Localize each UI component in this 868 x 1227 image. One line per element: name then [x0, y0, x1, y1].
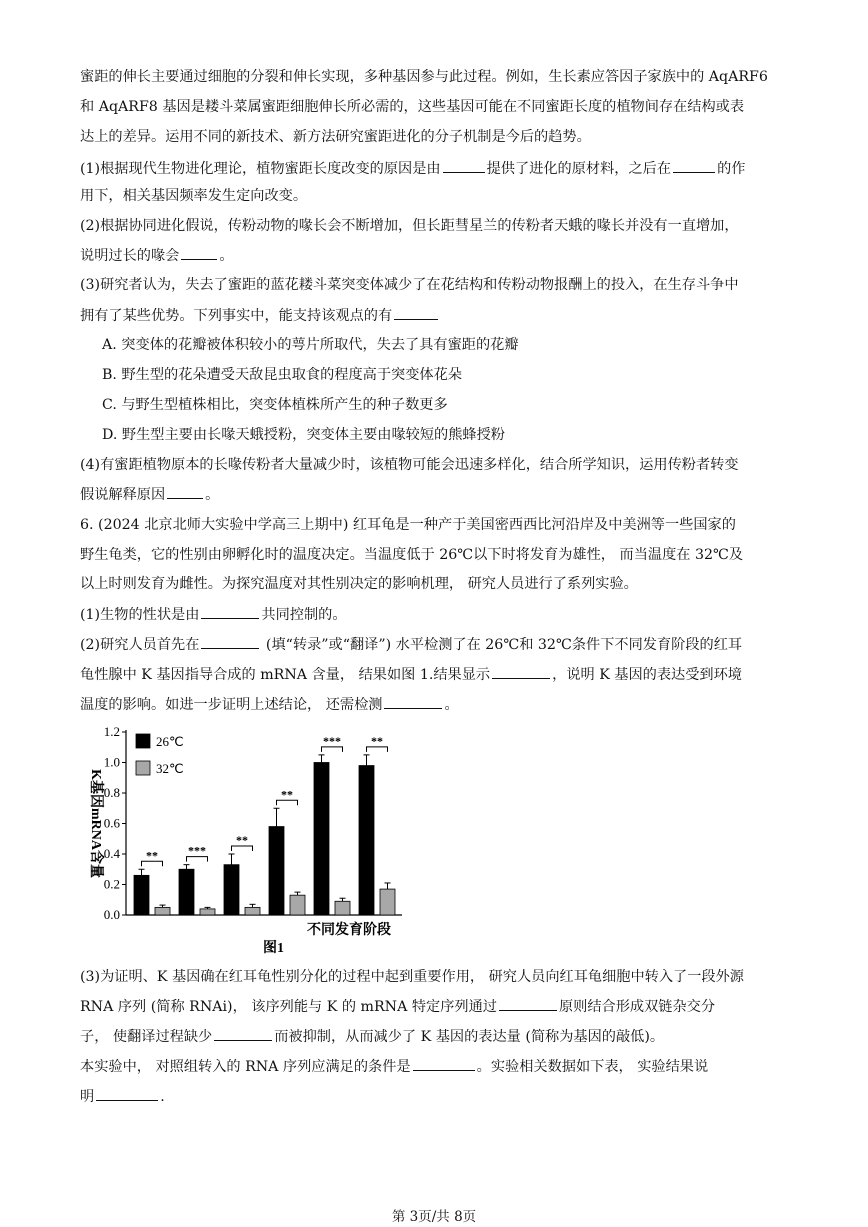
bar-32c [380, 889, 395, 915]
question-2-line-1: (2)根据协同进化假说，传粉动物的喙长会不断增加，但长距彗星兰的传粉者天蛾的喙长并没有一直增加， [80, 218, 739, 234]
bar-32c [155, 907, 170, 915]
significance-label: ** [146, 848, 158, 863]
question-6-sub-3-line-1: (3)为证明、K 基因确在红耳龟性别分化的过程中起到重要作用， 研究人员向红耳龟细胞中转入了一段外源 [80, 969, 744, 985]
y-axis-label: K基因mRNA含量 [88, 769, 103, 878]
bar-32c [335, 901, 350, 915]
question-1-line-1: (1)根据现代生物进化理论，植物蜜距长度改变的原因是由 提供了进化的原材料，之后在 的作 [80, 158, 745, 179]
option-a[interactable]: A. 突变体的花瓣被体积较小的萼片所取代，失去了具有蜜距的花瓣 [102, 337, 519, 353]
bar-32c [245, 907, 260, 915]
figure-1-bar-chart [80, 722, 410, 960]
question-6-sub-2-line-3: 温度的影响。如进一步证明上述结论， 还需检测 。 [80, 694, 459, 715]
y-tick-label: 0.2 [103, 876, 120, 892]
question-1-line-2: 用下，相关基因频率发生定向改变。 [80, 188, 308, 204]
significance-label: ** [371, 733, 383, 748]
y-tick-label: 0.0 [103, 907, 120, 922]
question-6-sub-3-line-5: 明 . [80, 1086, 165, 1107]
x-axis-label: 不同发育阶段 [307, 923, 391, 938]
significance-label: *** [323, 733, 341, 748]
question-2-line-2: 说明过长的喙会 。 [80, 245, 234, 266]
legend-swatch-32c [136, 761, 150, 775]
significance-label: ** [281, 787, 293, 802]
question-3-line-1: (3)研究者认为，失去了蜜距的蓝花耧斗菜突变体减少了在花结构和传粉动物报酬上的投入，在生存斗争中 [80, 277, 739, 293]
legend-swatch-26c [136, 734, 150, 748]
figure-label: 图1 [263, 941, 284, 956]
answer-blank[interactable] [443, 158, 485, 173]
bar-26c [224, 865, 239, 915]
bar-26c [134, 875, 149, 915]
question-6-sub-3-line-2: RNA 序列 (简称 RNAi)， 该序列能与 K 的 mRNA 特定序列通过 原则结合形成双链杂交分 [80, 996, 715, 1017]
answer-blank[interactable] [181, 245, 217, 260]
bar-26c [179, 869, 194, 915]
answer-blank[interactable] [167, 484, 203, 499]
answer-blank[interactable] [499, 996, 557, 1011]
paragraph-line-1: 蜜距的伸长主要通过细胞的分裂和伸长实现，多种基因参与此过程。例如，生长素应答因子家族中的 AqARF6 [80, 69, 768, 85]
answer-blank[interactable] [201, 634, 259, 649]
bar-26c [314, 763, 329, 916]
answer-blank[interactable] [384, 694, 442, 709]
paragraph-line-2: 和 AqARF8 基因是耧斗菜属蜜距细胞伸长所必需的，这些基因可能在不同蜜距长度的植物间存在结构或表 [80, 99, 745, 115]
question-4-line-2: 假说解释原因 。 [80, 484, 219, 505]
question-6-sub-2-line-1: (2)研究人员首先在 (填“转录”或“翻译”) 水平检测了在 26℃和 32℃条件下不同发育阶段的红耳 [80, 634, 742, 655]
option-d[interactable]: D. 野生型主要由长喙天蛾授粉，突变体主要由喙较短的熊蜂授粉 [102, 427, 505, 443]
legend-label-26c: 26℃ [156, 734, 184, 749]
answer-blank[interactable] [673, 158, 715, 173]
page-footer: 第 3页/共 8页 [391, 1209, 477, 1225]
y-tick-label: 1.2 [103, 724, 120, 739]
question-4-line-1: (4)有蜜距植物原本的长喙传粉者大量减少时，该植物可能会迅速多样化，结合所学知识，运用传粉者转变 [80, 457, 739, 473]
answer-blank[interactable] [201, 604, 259, 619]
option-b[interactable]: B. 野生型的花朵遭受天敌昆虫取食的程度高于突变体花朵 [102, 367, 462, 383]
question-6-sub-1: (1)生物的性状是由 共同控制的。 [80, 604, 347, 625]
bar-26c [359, 766, 374, 915]
significance-label: *** [188, 843, 206, 858]
answer-blank[interactable] [413, 1056, 475, 1071]
answer-blank[interactable] [96, 1086, 158, 1101]
y-tick-label: 0.8 [103, 785, 120, 800]
option-c[interactable]: C. 与野生型植株相比，突变体植株所产生的种子数更多 [102, 397, 448, 413]
answer-blank[interactable] [214, 1026, 272, 1041]
significance-label: ** [236, 833, 248, 847]
paragraph-line-3: 达上的差异。运用不同的新技术、新方法研究蜜距进化的分子机制是今后的趋势。 [80, 129, 591, 145]
question-6-line-2: 野生龟类，它的性别由卵孵化时的温度决定。当温度低于 26℃以下时将发育为雄性， 而当温度在 32℃及 [80, 547, 744, 563]
question-6-sub-3-line-3: 子， 使翻译过程缺少 而被抑制，从而减少了 K 基因的表达量 (简称为基因的敲低)。 [80, 1026, 664, 1047]
y-tick-label: 0.6 [103, 815, 120, 831]
question-6-sub-2-line-2: 龟性腺中 K 基因指导合成的 mRNA 含量， 结果如图 1.结果显示 ，说明 K 基因的表达受到环境 [80, 664, 742, 685]
y-tick-label: 0.4 [103, 846, 120, 861]
question-3-line-2: 拥有了某些优势。下列事实中，能支持该观点的有 [80, 305, 440, 326]
bar-26c [269, 827, 284, 915]
answer-blank[interactable] [492, 664, 550, 679]
y-tick-label: 1.0 [103, 754, 120, 770]
question-6-line-3: 以上时则发育为雌性。为探究温度对其性别决定的影响机理， 研究人员进行了系列实验。 [80, 576, 638, 592]
legend-label-32c: 32℃ [156, 761, 184, 776]
bar-32c [200, 909, 215, 915]
bar-32c [290, 895, 305, 915]
question-6-sub-3-line-4: 本实验中， 对照组转入的 RNA 序列应满足的条件是 。实验相关数据如下表， 实验结果说 [80, 1056, 708, 1077]
answer-blank[interactable] [394, 305, 438, 320]
question-6-line-1: 6. (2024 北京北师大实验中学高三上期中) 红耳龟是一种产于美国密西西比河沿岸及中美洲等一些国家的 [80, 517, 736, 533]
